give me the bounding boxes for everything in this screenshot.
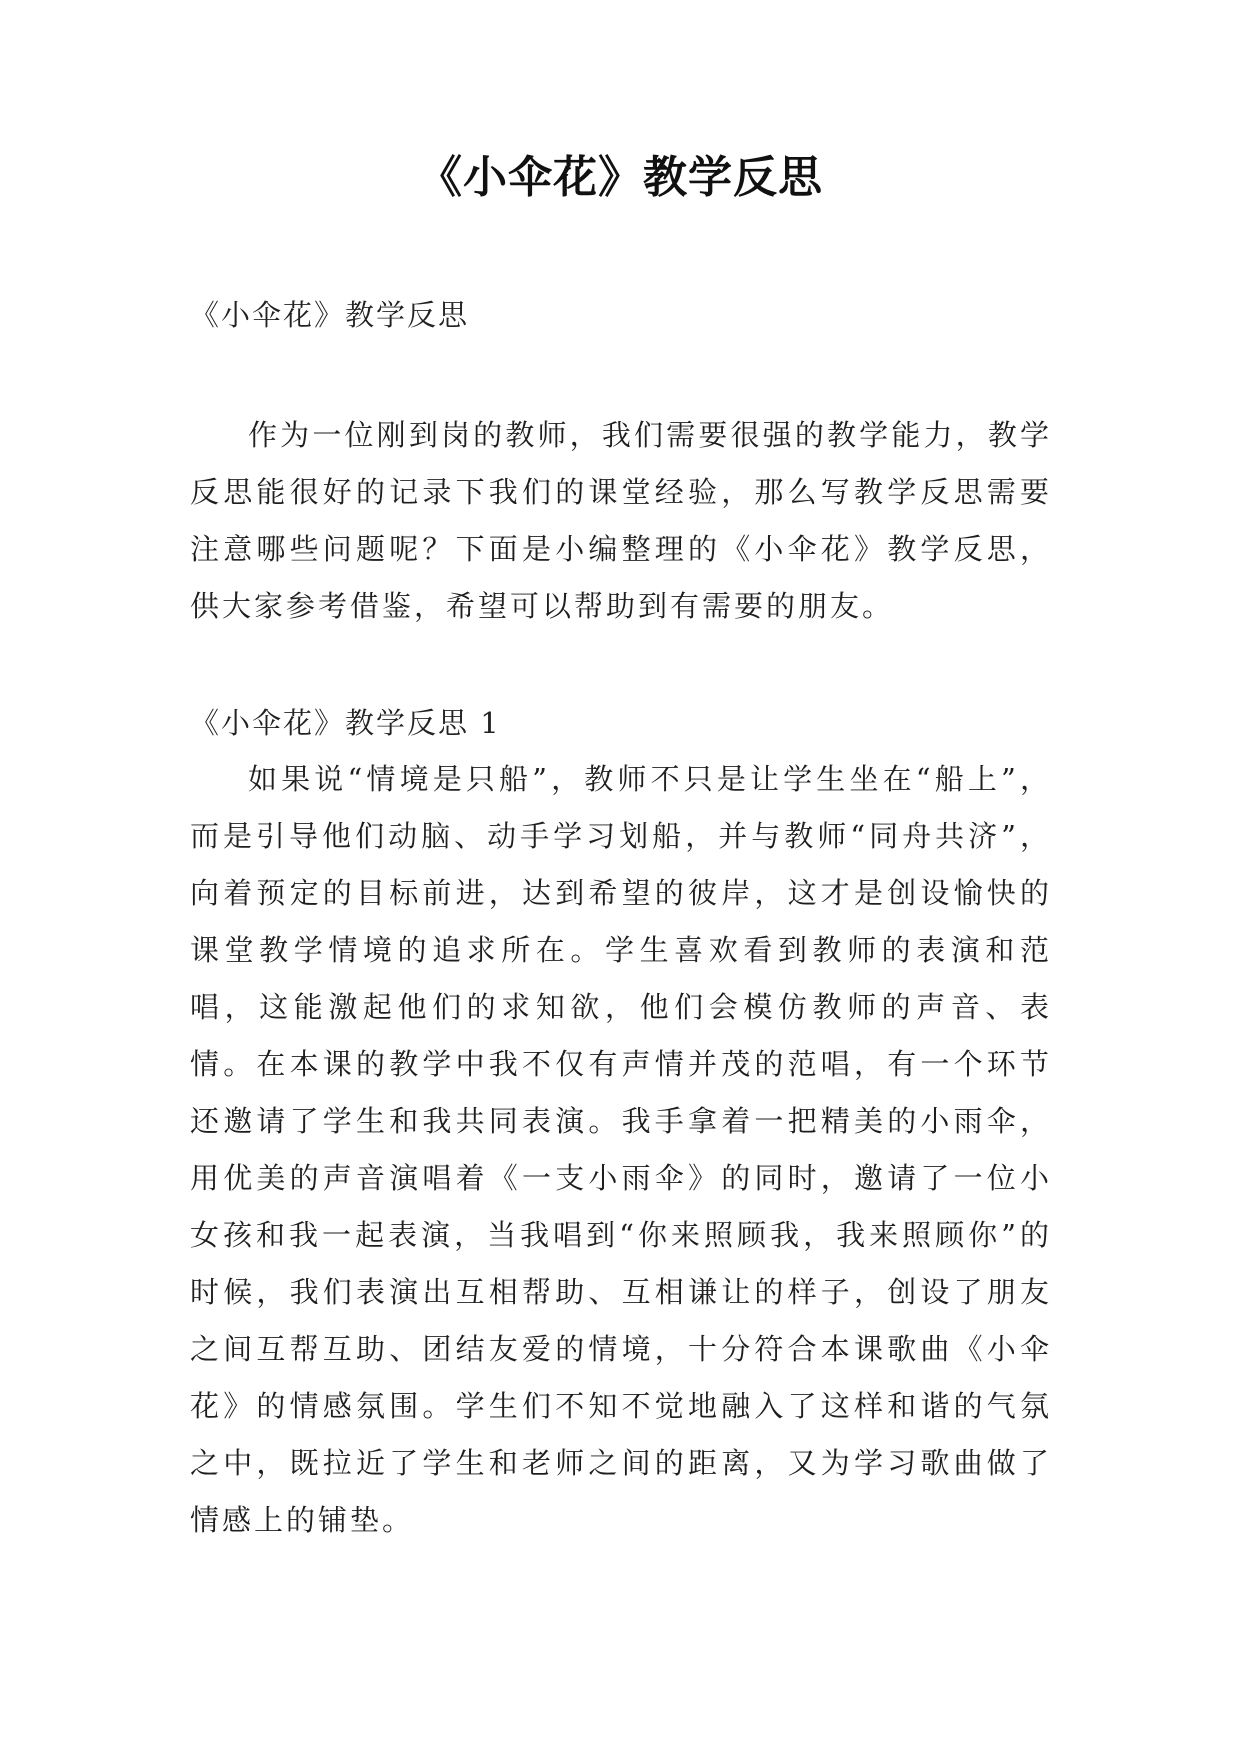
reflection-paragraph: 如果说“情境是只船”，教师不只是让学生坐在“船上”，而是引导他们动脑、动手学习划船，并与教师“同舟共济”，向着预定的目标前进，达到希望的彼岸，这才是创设愉快的课堂教学情境的追求所在。学生喜欢看到教师的表演和范唱，这能激起他们的求知欲，他们会模仿教师的声音、表情。在本课的教学中我不仅有声情并茂的范唱，有一个环节还邀请了学生和我共同表演。我手拿着一把精美的小雨伞，用优美的声音演唱着《一支小雨伞》的同时，邀请了一位小女孩和我一起表演，当我唱到“你来照顾我，我来照顾你”的时候，我们表演出互相帮助、互相谦让的样子，创设了朋友之间互帮互助、团结友爱的情境，十分符合本课歌曲《小伞花》的情感氛围。学生们不知不觉地融入了这样和谐的气氛之中，既拉近了学生和老师之间的距离，又为学习歌曲做了情感上的铺垫。 [190, 762, 1052, 1537]
intro-paragraph: 作为一位刚到岗的教师，我们需要很强的教学能力，教学反思能很好的记录下我们的课堂经验，那么写教学反思需要注意哪些问题呢？下面是小编整理的《小伞花》教学反思，供大家参考借鉴，希望可以帮助到有需要的朋友。 [190, 418, 1052, 623]
section-heading: 《小伞花》教学反思 [190, 298, 470, 332]
document-title: 《小伞花》教学反思 [418, 152, 823, 203]
section-heading: 《小伞花》教学反思 1 [190, 706, 501, 740]
